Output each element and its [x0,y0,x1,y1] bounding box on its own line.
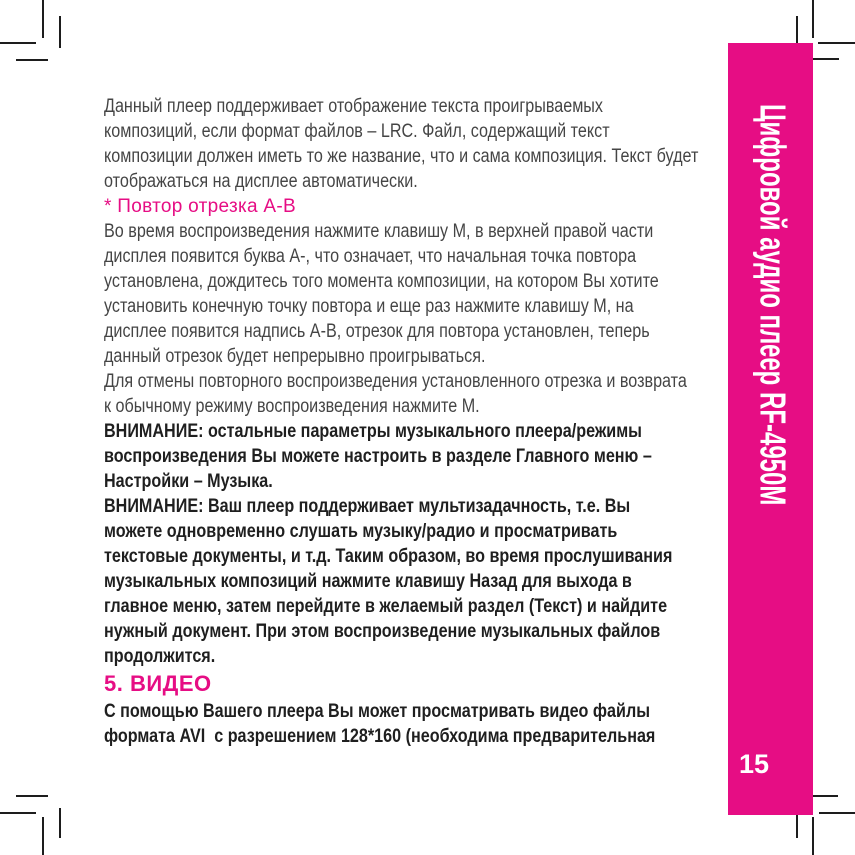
crop-mark [42,817,44,855]
text-line: Настройки – Музыка. [104,471,273,492]
section-heading [104,669,749,699]
text-line: формата AVI с разрешением 128*160 (необходима предварительная [104,726,656,747]
text-line: нужный документ. При этом воспроизведение музыкальных файлов [104,621,661,642]
crop-mark [0,812,36,814]
crop-mark [16,59,48,61]
text-line: 5. ВИДЕО [104,671,212,696]
text-line: данный отрезок будет непрерывно проигрываться. [104,346,486,367]
text-line: дисплея появится буква А-, что означает, что начальная точка повтора [104,246,637,267]
text-line: текстовые документы, и т.д. Таким образом, во время прослушивания [104,546,673,567]
paragraph [104,94,749,194]
text-line: композиций, если формат файлов – LRC. Файл, содержащий текст [104,121,610,142]
text-line: установить конечную точку повтора и еще раз нажмите клавишу М, на [104,296,634,317]
text-line: Для отмены повторного воспроизведения установленного отрезка и возврата [104,371,687,392]
page-number: 15 [739,749,770,779]
text-line: Данный плеер поддерживает отображение текста проигрываемых [104,96,603,117]
page-text-column [104,94,749,749]
text-line: ВНИМАНИЕ: Ваш плеер поддерживает мультизадачность, т.е. Вы [104,496,631,517]
sidebar-banner [728,43,813,815]
crop-mark [59,16,61,48]
crop-mark [16,795,48,797]
sidebar-vertical-title: Цифровой аудио плеер RF-4950M [751,104,792,506]
notice-paragraph [104,419,749,494]
text-line: установлена, дождитесь того момента композиции, на котором Вы хотите [104,271,659,292]
crop-mark [819,812,855,814]
crop-mark [59,808,61,838]
crop-mark [812,0,814,38]
text-line: композиции должен иметь то же название, что и сама композиция. Текст будет [104,146,699,167]
text-line: дисплее появится надпись А-В, отрезок для повтора установлен, теперь [104,321,650,342]
notice-paragraph [104,494,749,669]
text-line: продолжится. [104,646,216,667]
text-line: Во время воспроизведения нажмите клавишу М, в верхней правой части [104,221,654,242]
text-line: воспроизведения Вы можете настроить в разделе Главного меню – [104,446,652,467]
notice-paragraph [104,699,749,749]
crop-mark [42,0,44,38]
text-line: музыкальных композиций нажмите клавишу Назад для выхода в [104,571,632,592]
text-line: ВНИМАНИЕ: остальные параметры музыкального плеера/режимы [104,421,642,442]
text-line: отображаться на дисплее автоматически. [104,171,418,192]
paragraph [104,219,749,419]
sub-heading [104,194,749,219]
text-line: С помощью Вашего плеера Вы может просматривать видео файлы [104,701,651,722]
crop-mark [0,42,36,44]
text-line: * Повтор отрезка А-В [104,196,297,217]
text-line: главное меню, затем перейдите в желаемый раздел (Текст) и найдите [104,596,668,617]
crop-mark [812,817,814,855]
crop-mark [818,42,855,44]
text-line: можете одновременно слушать музыку/радио и просматривать [104,521,618,542]
text-line: к обычному режиму воспроизведения нажмите М. [104,396,480,417]
